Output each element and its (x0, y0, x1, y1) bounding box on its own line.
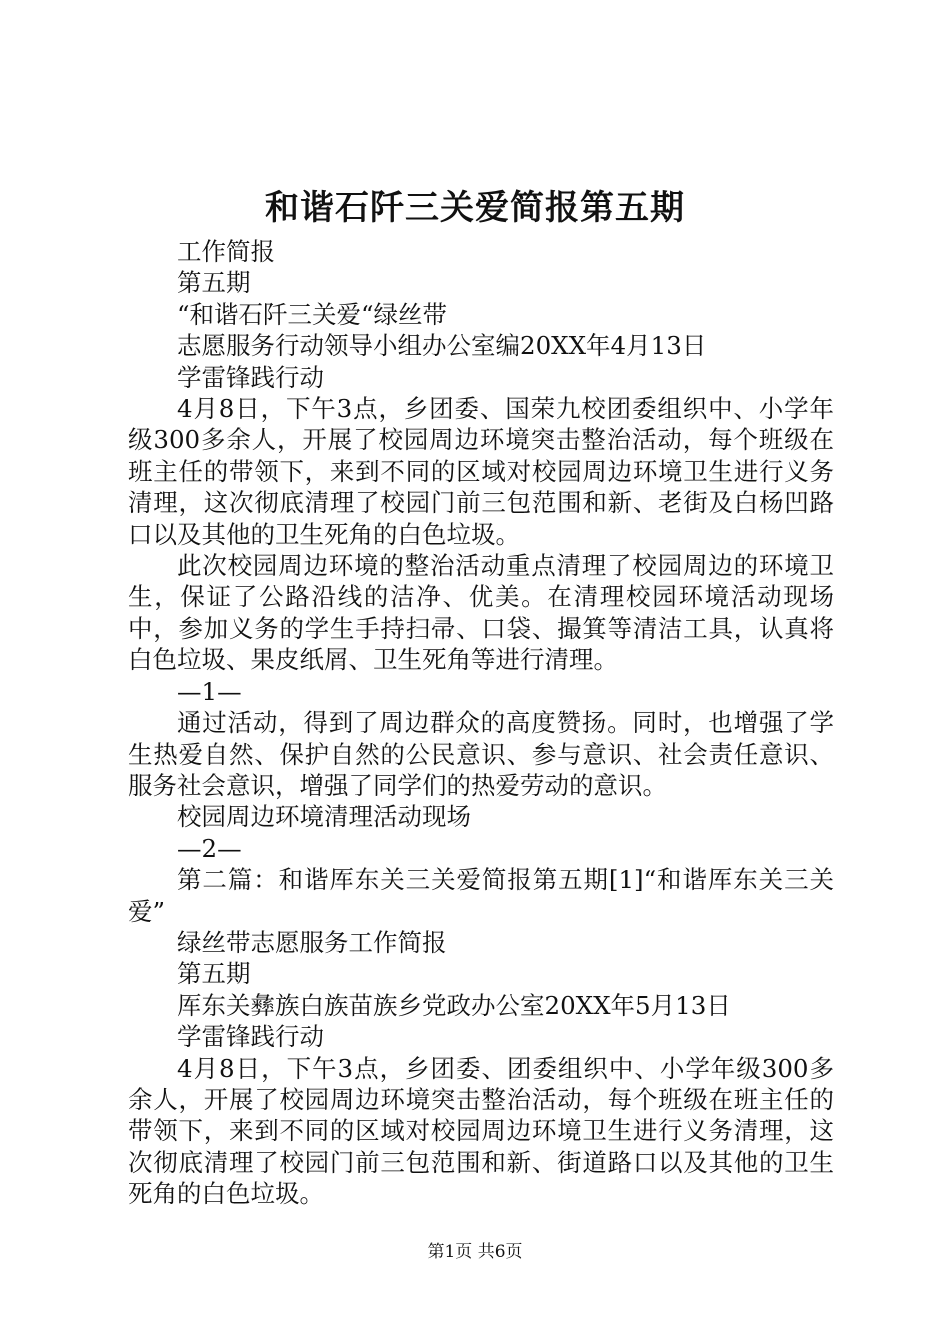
paragraph-second-brief-name: 绿丝带志愿服务工作简报 (177, 927, 447, 957)
page-footer: 第1页 共6页 (427, 1242, 523, 1262)
paragraph-second-activity-description: 4月8日，下午3点，乡团委、团委组织中、小学年级300多余人，开展了校园周边环境突击整治活动，每个班级在班主任的带领下，来到不同的区域对校园周边环境卫生进行义务清理，这次彻底清理了校园门前三包范围和新、街道路口以及其他的卫生死角的白色垃圾。 (128, 1053, 834, 1209)
paragraph-editor-date: 志愿服务行动领导小组办公室编20XX年4月13日 (177, 331, 707, 361)
paragraph-issue-number: 第五期 (177, 268, 251, 298)
paragraph-work-brief: 工作简报 (177, 237, 275, 266)
paragraph-activity-result: 通过活动，得到了周边群众的高度赞扬。同时，也增强了学生热爱自然、保护自然的公民意识、参与意识、社会责任意识、服务社会意识，增强了同学们的热爱劳动的意识。 (128, 708, 834, 800)
paragraph-second-office-date: 厍东关彝族白族苗族乡党政办公室20XX年5月13日 (177, 990, 731, 1020)
paragraph-campaign-name: “和谐石阡三关爱“绿丝带 (177, 299, 448, 329)
paragraph-second-issue-number: 第五期 (177, 959, 251, 989)
paragraph-cleanup-details: 此次校园周边环境的整治活动重点清理了校园周边的环境卫生，保证了公路沿线的洁净、优美。在清理校园环境活动现场中，参加义务的学生手持扫帚、口袋、撮箕等清洁工具，认真将白色垃圾、果皮纸屑、卫生死角等进行清理。 (128, 551, 834, 675)
paragraph-section-heading: 学雷锋践行动 (177, 362, 324, 392)
paragraph-second-article-heading: 第二篇：和谐厍东关三关爱简报第五期[1]“和谐厍东关三关爱” (128, 865, 834, 926)
paragraph-activity-description: 4月8日，下午3点，乡团委、国荣九校团委组织中、小学年级300多余人，开展了校园周边环境突击整治活动，每个班级在班主任的带领下，来到不同的区域对校园周边环境卫生进行义务清理，这次彻底清理了校园门前三包范围和新、老街及白杨凹路口以及其他的卫生死角的白色垃圾。 (128, 394, 834, 549)
page-marker-2: —2— (177, 833, 242, 863)
document-body (128, 236, 834, 1210)
document-title: 和谐石阡三关爱简报第五期 (265, 188, 685, 228)
paragraph-second-section-heading: 学雷锋践行动 (177, 1022, 324, 1052)
page-marker-1: —1— (177, 676, 242, 706)
paragraph-photo-caption: 校园周边环境清理活动现场 (177, 802, 471, 832)
